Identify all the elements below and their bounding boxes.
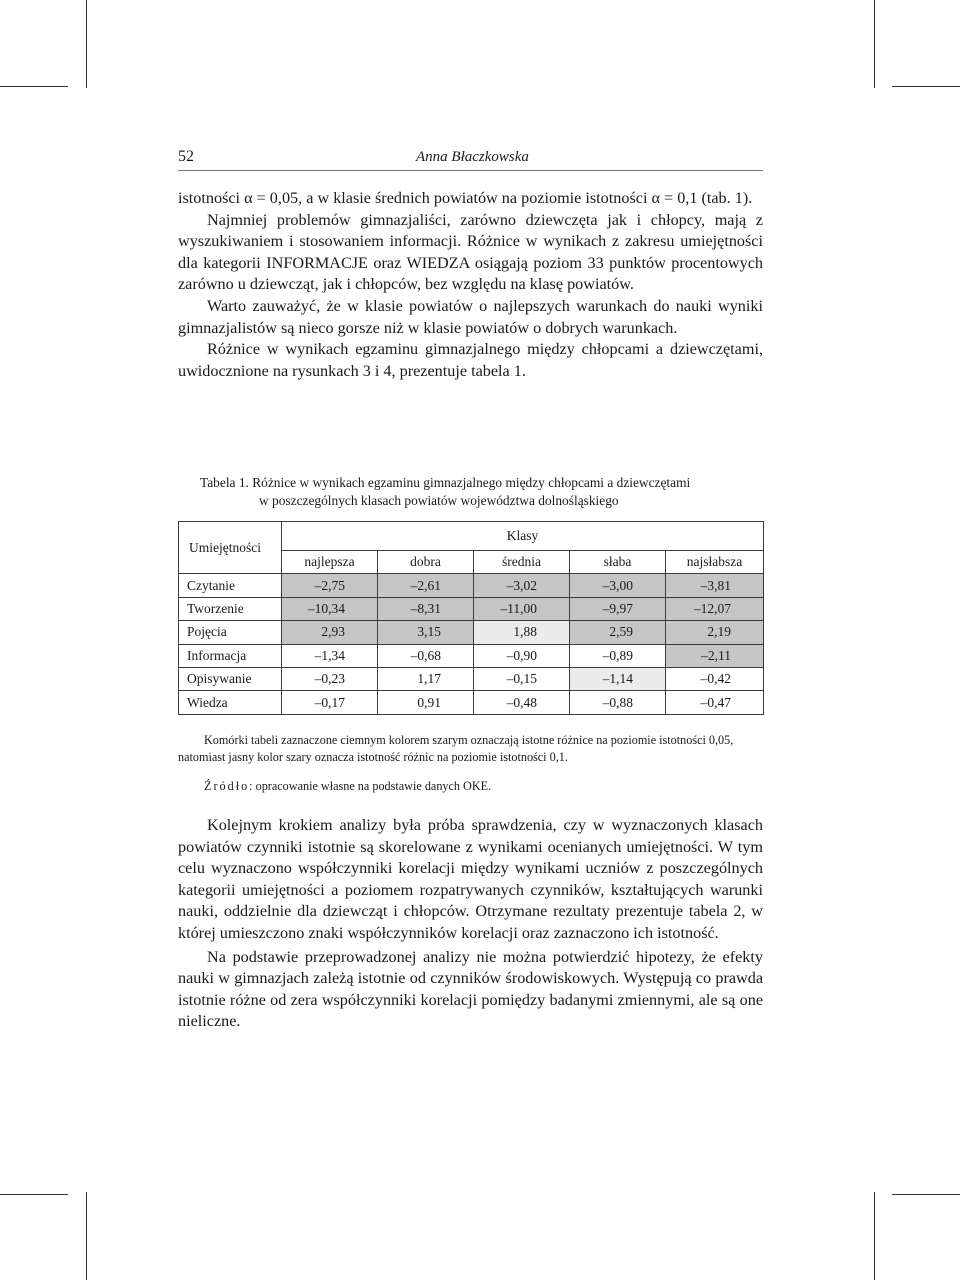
paragraph: istotności α = 0,05, a w klasie średnich powiatów na poziomie istotności α = 0,1 (tab. 1).	[178, 189, 753, 207]
table-row	[179, 621, 764, 644]
paragraph: Na podstawie przeprowadzonej analizy nie można potwierdzić hipotezy, że efekty nauki w gimnazjach zależą istotnie od czynników środowiskowych. Występują co prawda istotnie różne od zera współczynniki korelacji pomiędzy badanymi zmiennymi, ale są one nieliczne.	[178, 947, 763, 1031]
table-note	[178, 732, 768, 766]
table-cell: –0,48	[474, 691, 570, 714]
table-cell: –1,14	[570, 667, 666, 690]
table-row	[179, 597, 764, 620]
table-cell: –9,97	[570, 597, 666, 620]
table-cell: –3,00	[570, 574, 666, 597]
table-row	[179, 667, 764, 690]
table-row	[179, 574, 764, 597]
running-author: Anna Błaczkowska	[416, 149, 529, 165]
source-label: Źródło	[204, 779, 250, 793]
row-label: Wiedza	[179, 691, 282, 714]
table-cell: –0,15	[474, 667, 570, 690]
table-cell: 2,19	[666, 621, 764, 644]
row-label: Pojęcia	[179, 621, 282, 644]
body-text-bottom	[178, 815, 763, 1033]
paragraph: Warto zauważyć, że w klasie powiatów o najlepszych warunkach do nauki wyniki gimnazjalistów są nieco gorsze niż w klasie powiatów o dobrych warunkach.	[178, 296, 763, 337]
table-cell: –12,07	[666, 597, 764, 620]
table-cell: 0,91	[378, 691, 474, 714]
table-caption-line: w poszczególnych klasach powiatów województwa dolnośląskiego	[259, 493, 619, 508]
paragraph: Kolejnym krokiem analizy była próba sprawdzenia, czy w wyznaczonych klasach powiatów czynniki istotnie są skorelowane z wynikami ocenianych umiejętności. W tym celu wyznaczono współczynniki korelacji między wynikami uczniów z poszczególnych kategorii umiejętności a poziomem rozpatrywanych czynników, kształtujących warunki nauki, oddzielnie dla dziewcząt i chłopców. Otrzymane rezultaty prezentuje tabela 2, w której umieszczono znaki współczynników korelacji oraz zaznaczono ich istotność.	[178, 816, 763, 942]
paragraph: Różnice w wynikach egzaminu gimnazjalnego między chłopcami a dziewczętami, uwidocznione na rysunkach 3 i 4, prezentuje tabela 1.	[178, 340, 763, 380]
skills-header: Umiejętności	[179, 522, 282, 574]
table-cell: –0,42	[666, 667, 764, 690]
table-cell: –2,61	[378, 574, 474, 597]
table-source	[178, 778, 768, 795]
page-number: 52	[178, 148, 194, 165]
note-line: Komórki tabeli zaznaczone ciemnym kolorem szarym oznaczają istotne różnice na poziomie istotności 0,05,	[204, 733, 734, 747]
classes-header: Klasy	[282, 522, 764, 551]
table-cell: –2,11	[666, 644, 764, 667]
table-cell: –0,23	[282, 667, 378, 690]
table-cell: –0,89	[570, 644, 666, 667]
table-caption	[200, 474, 760, 510]
body-text-top	[178, 188, 763, 382]
table-cell: –0,88	[570, 691, 666, 714]
table-cell: 2,93	[282, 621, 378, 644]
results-table	[178, 521, 764, 715]
table-cell: 1,88	[474, 621, 570, 644]
source-text: : opracowanie własne na podstawie danych OKE.	[249, 779, 492, 793]
table-cell: –0,68	[378, 644, 474, 667]
table-cell: 3,15	[378, 621, 474, 644]
table-caption-line: Tabela 1. Różnice w wynikach egzaminu gimnazjalnego między chłopcami a dziewczętami	[200, 475, 691, 490]
table-row	[179, 691, 764, 714]
column-header: średnia	[474, 551, 570, 574]
row-label: Czytanie	[179, 574, 282, 597]
table-cell: –0,47	[666, 691, 764, 714]
column-header: dobra	[378, 551, 474, 574]
table-cell: –0,17	[282, 691, 378, 714]
row-label: Opisywanie	[179, 667, 282, 690]
table-cell: 2,59	[570, 621, 666, 644]
note-line: natomiast jasny kolor szary oznacza istotność różnic na poziomie istotności 0,1.	[178, 750, 568, 764]
paragraph: Najmniej problemów gimnazjaliści, zarówno dziewczęta jak i chłopcy, mają z wyszukiwaniem i stosowaniem informacji. Różnice w wynikach z zakresu umiejętności dla kategorii INFORMACJE oraz WIEDZA osiągają poziom 33 punktów procentowych zarówno u dziewcząt, jak i chłopców, bez względu na klasę powiatów.	[178, 210, 763, 294]
table-cell: –3,81	[666, 574, 764, 597]
row-label: Informacja	[179, 644, 282, 667]
table-cell: –0,90	[474, 644, 570, 667]
running-header	[178, 148, 763, 171]
column-header: słaba	[570, 551, 666, 574]
table-cell: –10,34	[282, 597, 378, 620]
column-header: najlepsza	[282, 551, 378, 574]
table-cell: –8,31	[378, 597, 474, 620]
row-label: Tworzenie	[179, 597, 282, 620]
table-cell: –11,00	[474, 597, 570, 620]
table-cell: –3,02	[474, 574, 570, 597]
table-cell: –1,34	[282, 644, 378, 667]
table-cell: 1,17	[378, 667, 474, 690]
table-row	[179, 644, 764, 667]
column-header: najsłabsza	[666, 551, 764, 574]
table-cell: –2,75	[282, 574, 378, 597]
